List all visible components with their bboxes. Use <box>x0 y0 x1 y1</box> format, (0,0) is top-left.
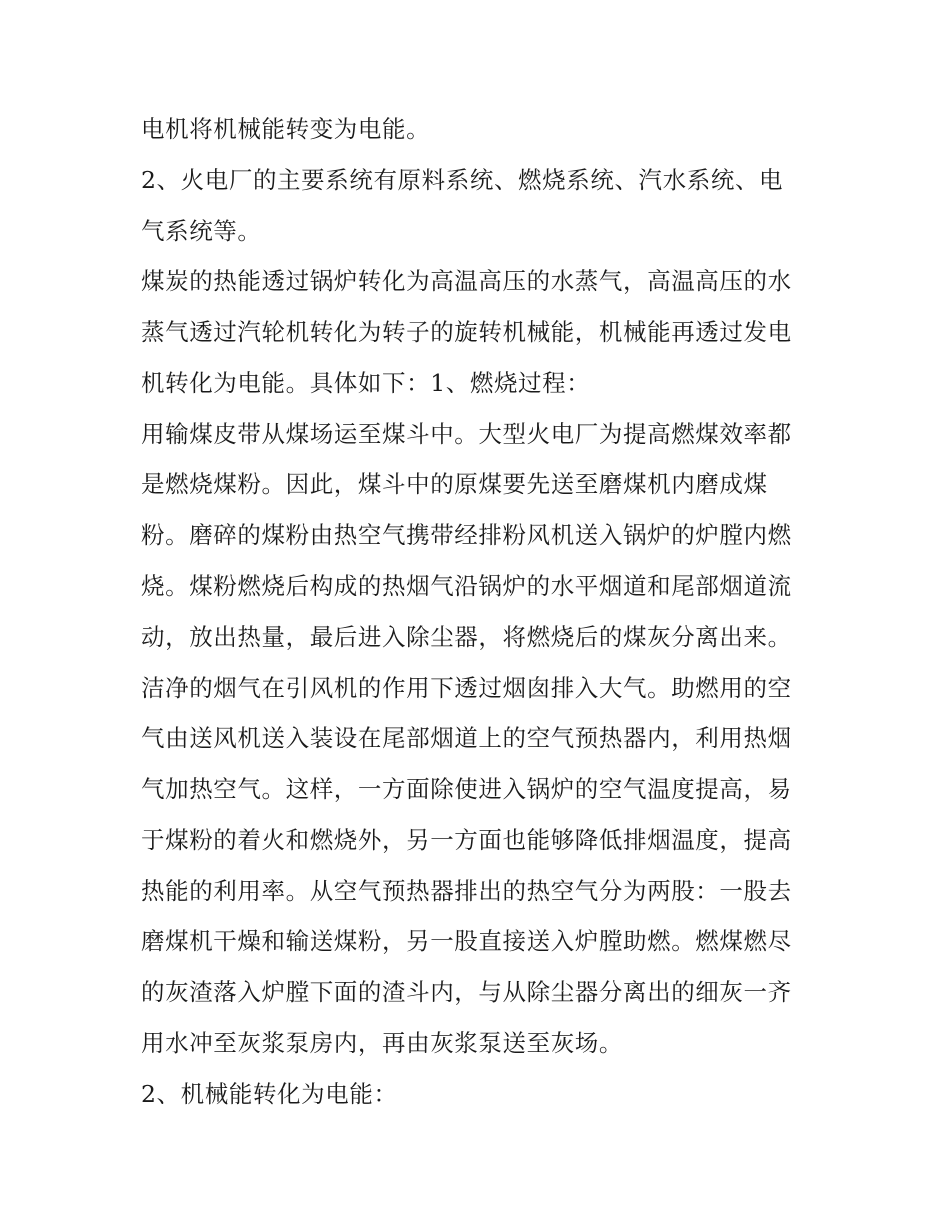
text-line: 烧。煤粉燃烧后构成的热烟气沿锅炉的水平烟道和尾部烟道流 <box>141 572 792 600</box>
text-line: 气加热空气。这样，一方面除使进入锅炉的空气温度提高，易 <box>141 775 792 803</box>
text-line: 用输煤皮带从煤场运至煤斗中。大型火电厂为提高燃煤效率都 <box>141 420 792 448</box>
text-line: 蒸气透过汽轮机转化为转子的旋转机械能，机械能再透过发电 <box>141 318 792 346</box>
text-line: 煤炭的热能透过锅炉转化为高温高压的水蒸气，高温高压的水 <box>141 267 792 295</box>
text-line: 机转化为电能。具体如下：1、燃烧过程： <box>141 369 591 397</box>
text-line: 动，放出热量，最后进入除尘器，将燃烧后的煤灰分离出来。 <box>141 623 792 651</box>
text-line: 2、火电厂的主要系统有原料系统、燃烧系统、汽水系统、电 <box>141 166 784 194</box>
text-line: 2、机械能转化为电能： <box>141 1080 398 1108</box>
text-line: 于煤粉的着火和燃烧外，另一方面也能够降低排烟温度，提高 <box>141 826 792 854</box>
text-line: 是燃烧煤粉。因此，煤斗中的原煤要先送至磨煤机内磨成煤 <box>141 470 768 498</box>
text-line: 热能的利用率。从空气预热器排出的热空气分为两股：一股去 <box>141 877 792 905</box>
text-line: 气系统等。 <box>141 217 262 245</box>
text-line: 用水冲至灰浆泵房内，再由灰浆泵送至灰场。 <box>141 1029 623 1057</box>
text-line: 的灰渣落入炉膛下面的渣斗内，与从除尘器分离出的细灰一齐 <box>141 978 792 1006</box>
text-line: 洁净的烟气在引风机的作用下透过烟囱排入大气。助燃用的空 <box>141 674 792 702</box>
text-line: 电机将机械能转变为电能。 <box>141 115 431 143</box>
text-line: 粉。磨碎的煤粉由热空气携带经排粉风机送入锅炉的炉膛内燃 <box>141 521 792 549</box>
text-line: 磨煤机干燥和输送煤粉，另一股直接送入炉膛助燃。燃煤燃尽 <box>141 927 792 955</box>
text-line: 气由送风机送入装设在尾部烟道上的空气预热器内，利用热烟 <box>141 724 792 752</box>
